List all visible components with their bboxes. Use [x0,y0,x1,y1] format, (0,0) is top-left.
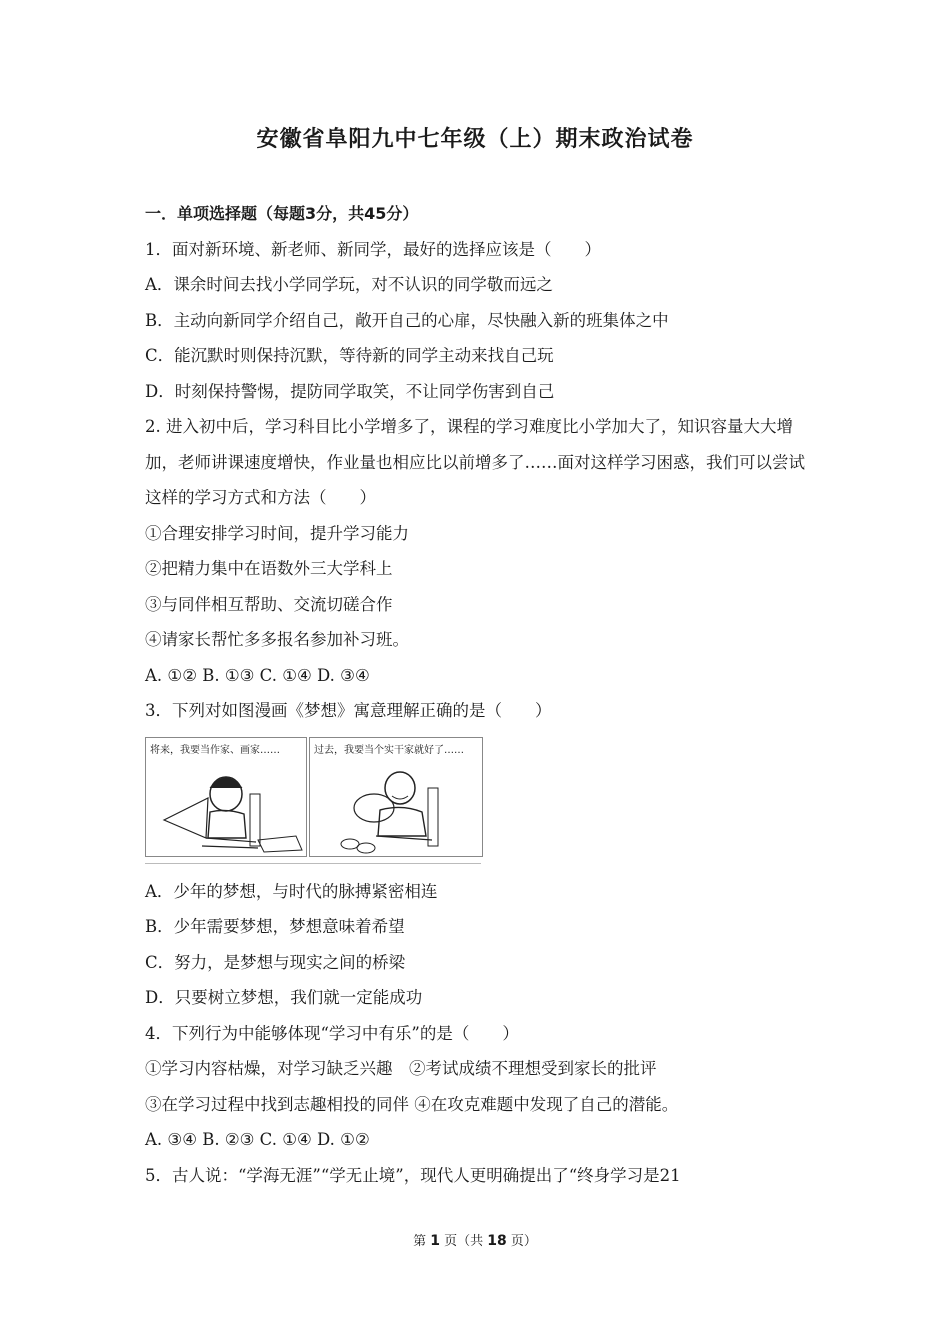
page-footer [0,1230,950,1249]
q2-stem: 2. 进入初中后，学习科目比小学增多了，课程的学习难度比小学加大了，知识容量大大增加，老师讲课速度增快，作业量也相应比以前增多了……面对这样学习困惑，我们可以尝试这样的学习方式和方法（ ） [145,417,805,507]
q3-option-b: B．少年需要梦想，梦想意味着希望 [145,917,405,936]
page-number: 1 [430,1233,440,1249]
q1-option-b: B．主动向新同学介绍自己，敞开自己的心扉，尽快融入新的班集体之中 [145,310,669,330]
q2-item-1: ①合理安排学习时间，提升学习能力 [145,523,409,543]
caption-left: 将来，我要当作家、画家…… [150,744,280,756]
footer-suffix: 页） [510,1234,537,1249]
comic-panel-young [145,737,307,857]
caption-right: 过去，我要当个实干家就好了…… [314,744,464,756]
q4-stem: 4．下列行为中能够体现“学习中有乐”的是（ ） [145,1023,519,1043]
dream-comic [145,735,481,864]
question-content [145,196,815,1193]
q1-option-c: C．能沉默时则保持沉默，等待新的同学主动来找自己玩 [145,346,554,365]
q2-item-2: ②把精力集中在语数外三大学科上 [145,559,393,578]
q4-items-2: ③在学习过程中找到志趣相投的同伴 ④在攻克难题中发现了自己的潜能。 [145,1094,679,1114]
q2-item-3: ③与同伴相互帮助、交流切磋合作 [145,594,393,614]
q5-stem: 5．古人说：“学海无涯”“学无止境”，现代人更明确提出了“终身学习是21 [145,1165,681,1185]
q3-option-a: A．少年的梦想，与时代的脉搏紧密相连 [145,881,438,901]
q4-items-1: ①学习内容枯燥，对学习缺乏兴趣 ②考试成绩不理想受到家长的批评 [145,1059,657,1078]
q3-option-c: C．努力，是梦想与现实之间的桥梁 [145,952,406,972]
q4-options: A. ③④ B. ②③ C. ①④ D. ①② [145,1130,370,1149]
footer-prefix: 第 [413,1234,427,1249]
footer-middle: 页（共 [444,1234,484,1249]
page-title: 安徽省阜阳九中七年级（上）期末政治试卷 [256,127,694,152]
q1-option-d: D．时刻保持警惕，提防同学取笑，不让同学伤害到自己 [145,381,555,401]
total-pages: 18 [487,1233,507,1249]
q3-stem: 3．下列对如图漫画《梦想》寓意理解正确的是（ ） [145,701,552,720]
q1-stem: 1．面对新环境、新老师、新同学，最好的选择应该是（ ） [145,239,601,259]
section-heading: 一．单项选择题（每题3分，共45分） [145,204,419,223]
q2-item-4: ④请家长帮忙多多报名参加补习班。 [145,630,409,649]
q3-option-d: D．只要树立梦想，我们就一定能成功 [145,988,423,1007]
q2-options: A. ①② B. ①③ C. ①④ D. ③④ [145,665,370,685]
q1-option-a: A．课余时间去找小学同学玩，对不认识的同学敬而远之 [145,275,553,294]
comic-panel-old [309,737,483,857]
